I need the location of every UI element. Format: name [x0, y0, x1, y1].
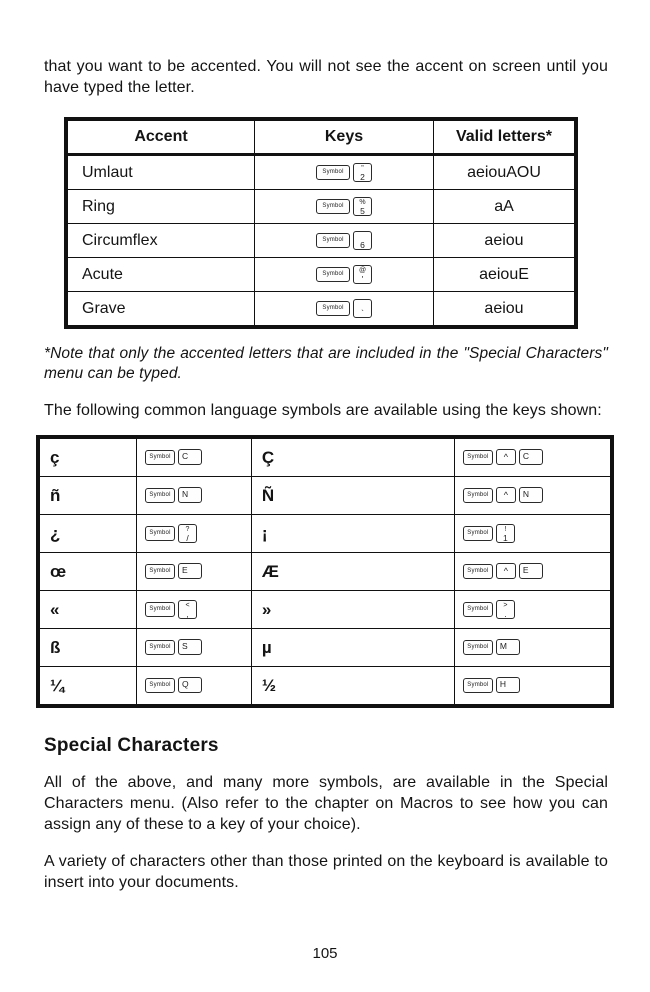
symbols-table-row	[38, 515, 612, 553]
accent-keys-cell	[255, 292, 434, 328]
symbol-key-icon: Symbol	[463, 678, 493, 693]
column-header-valid-letters: Valid letters*	[434, 119, 577, 155]
key-icon: > .	[496, 600, 515, 619]
symbol-key-icon: Symbol	[316, 165, 350, 180]
symbol-key-icon: Symbol	[463, 450, 493, 465]
symbol-char: Ç	[251, 437, 454, 477]
key-icon: " 2	[353, 163, 372, 182]
body-paragraph: A variety of characters other than those printed on the keyboard is available to insert into your documents.	[44, 853, 608, 891]
symbol-keys-cell	[137, 515, 252, 553]
accent-name: Circumflex	[66, 224, 255, 258]
valid-letters: aA	[434, 190, 577, 224]
section-heading: Special Characters	[44, 735, 219, 756]
accent-table-row	[66, 292, 576, 328]
symbol-char: Æ	[251, 553, 454, 591]
symbol-key-icon: Symbol	[463, 602, 493, 617]
symbol-char: ½	[251, 667, 454, 707]
key-icon: 6	[353, 231, 372, 250]
symbols-table-row	[38, 553, 612, 591]
accent-table-row	[66, 190, 576, 224]
accent-table-row	[66, 155, 576, 190]
symbol-key-icon: Symbol	[463, 526, 493, 541]
key-icon: E	[178, 563, 202, 579]
key-icon: C	[519, 449, 543, 465]
symbol-key-icon: Symbol	[463, 564, 493, 579]
symbol-key-icon: Symbol	[463, 488, 493, 503]
key-icon: H	[496, 677, 520, 693]
accent-name: Grave	[66, 292, 255, 328]
symbols-table-row	[38, 667, 612, 707]
shift-key-icon: ^	[496, 487, 516, 503]
symbol-keys-cell	[137, 437, 252, 477]
intro-paragraph: that you want to be accented. You will not see the accent on screen until you have typed the letter.	[44, 58, 608, 96]
symbol-key-icon: Symbol	[145, 640, 175, 655]
key-icon: Q	[178, 677, 202, 693]
symbol-char: ¼	[38, 667, 137, 707]
key-icon: N	[519, 487, 543, 503]
symbol-keys-cell	[454, 515, 612, 553]
symbol-keys-cell	[137, 477, 252, 515]
page-number: 105	[312, 945, 338, 962]
symbols-table-row	[38, 477, 612, 515]
key-icon: < ,	[178, 600, 197, 619]
symbol-key-icon: Symbol	[145, 526, 175, 541]
symbol-keys-cell	[454, 629, 612, 667]
shift-key-icon: ^	[496, 563, 516, 579]
symbol-key-icon: Symbol	[145, 450, 175, 465]
body-paragraph: All of the above, and many more symbols, are available in the Special Characters menu. (Also refer to the chapter on Macros to see how you can assign any of these to a key of your choice).	[44, 774, 608, 833]
symbol-keys-cell	[454, 591, 612, 629]
language-symbols-table	[36, 435, 614, 708]
column-header-keys: Keys	[255, 119, 434, 155]
symbols-table-row	[38, 437, 612, 477]
column-header-accent: Accent	[66, 119, 255, 155]
symbol-char: «	[38, 591, 137, 629]
key-icon: ? /	[178, 524, 197, 543]
valid-letters: aeiouAOU	[434, 155, 577, 190]
key-icon: M	[496, 639, 520, 655]
symbol-char: Ñ	[251, 477, 454, 515]
symbol-keys-cell	[454, 437, 612, 477]
key-icon: % 5	[353, 197, 372, 216]
symbols-intro-paragraph: The following common language symbols are available using the keys shown:	[44, 402, 602, 419]
symbol-char: œ	[38, 553, 137, 591]
symbol-keys-cell	[454, 477, 612, 515]
symbol-key-icon: Symbol	[145, 488, 175, 503]
valid-letters: aeiou	[434, 224, 577, 258]
symbol-char: ç	[50, 447, 60, 467]
symbol-keys-cell	[137, 591, 252, 629]
accent-name: Ring	[66, 190, 255, 224]
symbol-char: ¿	[38, 515, 137, 553]
symbol-keys-cell	[137, 629, 252, 667]
symbol-key-icon: Symbol	[145, 602, 175, 617]
symbol-keys-cell	[454, 667, 612, 707]
accent-table-row	[66, 224, 576, 258]
symbol-key-icon: Symbol	[463, 640, 493, 655]
symbol-key-icon: Symbol	[145, 678, 175, 693]
accent-keys-cell	[255, 190, 434, 224]
accent-keys-cell	[255, 224, 434, 258]
symbols-table-row	[38, 591, 612, 629]
valid-letters: aeiouE	[434, 258, 577, 292]
key-icon: S	[178, 639, 202, 655]
symbol-key-icon: Symbol	[145, 564, 175, 579]
key-icon: N	[178, 487, 202, 503]
symbol-char: ß	[38, 629, 137, 667]
shift-key-icon: ^	[496, 449, 516, 465]
key-icon: @ '	[353, 265, 372, 284]
footnote: *Note that only the accented letters that are included in the "Special Characters" menu can be typed.	[44, 345, 608, 382]
accent-table-row	[66, 258, 576, 292]
symbol-char: ñ	[38, 477, 137, 515]
accent-table-header-row	[66, 119, 576, 155]
accent-keys-table	[64, 117, 578, 329]
accent-keys-cell	[255, 155, 434, 190]
symbol-char: µ	[251, 629, 454, 667]
accent-name: Umlaut	[66, 155, 255, 190]
symbol-key-icon: Symbol	[316, 233, 350, 248]
symbol-keys-cell	[454, 553, 612, 591]
key-icon: ! 1	[496, 524, 515, 543]
key-icon: E	[519, 563, 543, 579]
symbol-char: »	[251, 591, 454, 629]
symbols-table-row	[38, 629, 612, 667]
symbol-key-icon: Symbol	[316, 199, 350, 214]
symbol-keys-cell	[137, 553, 252, 591]
accent-keys-cell	[255, 258, 434, 292]
symbol-key-icon: Symbol	[316, 267, 350, 282]
key-icon: C	[178, 449, 202, 465]
symbol-key-icon: Symbol	[316, 301, 350, 316]
key-icon: `	[353, 299, 372, 318]
valid-letters: aeiou	[434, 292, 577, 328]
accent-name: Acute	[66, 258, 255, 292]
symbol-char: ¡	[251, 515, 454, 553]
symbol-keys-cell	[137, 667, 252, 707]
